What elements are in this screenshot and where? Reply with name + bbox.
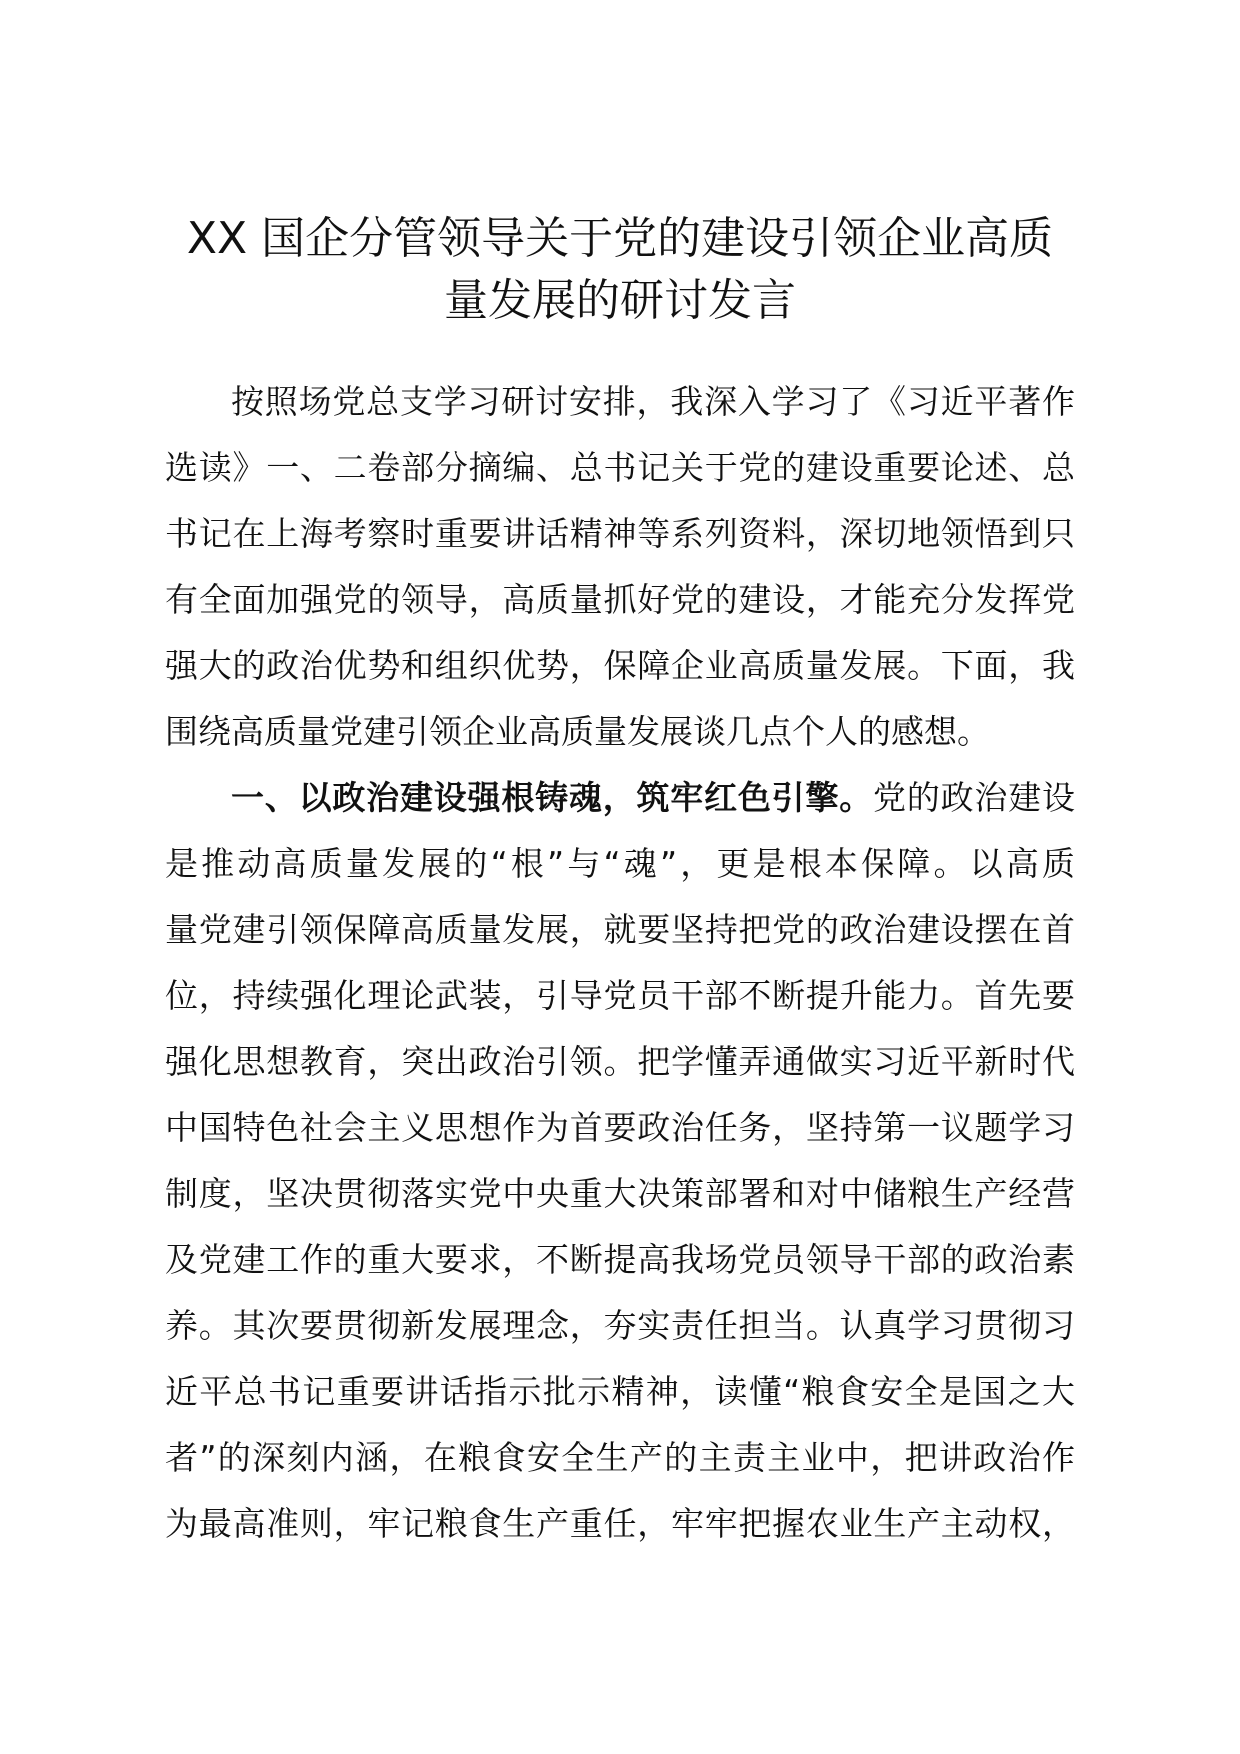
document-title bbox=[160, 208, 1080, 332]
text-line: 有全面加强党的领导，高质量抓好党的建设，才能充分发挥党 bbox=[165, 580, 1075, 619]
text-line: 养。其次要贯彻新发展理念，夯实责任担当。认真学习贯彻习 bbox=[165, 1306, 1075, 1345]
section-text: 党的政治建设 bbox=[873, 778, 1075, 817]
text-line: 为最高准则，牢记粮食生产重任，牢牢把握农业生产主动权， bbox=[165, 1504, 1075, 1543]
text-line: 及党建工作的重大要求，不断提高我场党员领导干部的政治素 bbox=[165, 1240, 1075, 1279]
text-line: 位，持续强化理论武装，引导党员干部不断提升能力。首先要 bbox=[165, 976, 1075, 1015]
text-line bbox=[165, 765, 1075, 831]
text-line: 制度，坚决贯彻落实党中央重大决策部署和对中储粮生产经营 bbox=[165, 1174, 1075, 1213]
text-line: 围绕高质量党建引领企业高质量发展谈几点个人的感想。 bbox=[165, 712, 990, 751]
text-line: 中国特色社会主义思想作为首要政治任务，坚持第一议题学习 bbox=[165, 1108, 1075, 1147]
title-line-2: 量发展的研讨发言 bbox=[444, 275, 796, 326]
text-line: 选读》一、二卷部分摘编、总书记关于党的建设重要论述、总 bbox=[165, 448, 1075, 487]
text-line: 按照场党总支学习研讨安排，我深入学习了《习近平著作 bbox=[231, 382, 1075, 421]
text-line: 书记在上海考察时重要讲话精神等系列资料，深切地领悟到只 bbox=[165, 514, 1075, 553]
text-line: 是推动高质量发展的“根”与“魂”，更是根本保障。以高质 bbox=[165, 844, 1075, 883]
text-line: 量党建引领保障高质量发展，就要坚持把党的政治建设摆在首 bbox=[165, 910, 1075, 949]
paragraph-section-1 bbox=[165, 765, 1075, 1557]
text-line: 近平总书记重要讲话指示批示精神，读懂“粮食安全是国之大 bbox=[165, 1372, 1075, 1411]
paragraph-intro bbox=[165, 369, 1075, 765]
document-body bbox=[165, 369, 1075, 1557]
text-line: 强大的政治优势和组织优势，保障企业高质量发展。下面，我 bbox=[165, 646, 1075, 685]
text-line: 者”的深刻内涵，在粮食安全生产的主责主业中，把讲政治作 bbox=[165, 1438, 1075, 1477]
title-line-1: XX 国企分管领导关于党的建设引领企业高质 bbox=[186, 213, 1054, 264]
text-line: 强化思想教育，突出政治引领。把学懂弄通做实习近平新时代 bbox=[165, 1042, 1075, 1081]
section-heading: 一、以政治建设强根铸魂，筑牢红色引擎。 bbox=[231, 778, 874, 817]
